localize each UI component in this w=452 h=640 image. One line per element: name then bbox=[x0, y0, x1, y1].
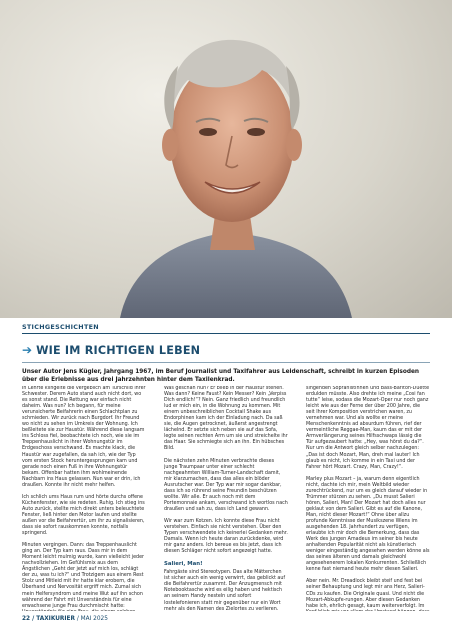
page-footer bbox=[22, 616, 108, 622]
text-column-2 bbox=[164, 386, 288, 611]
section-rule bbox=[22, 333, 430, 334]
text-column-1 bbox=[22, 386, 146, 611]
headline bbox=[22, 343, 432, 357]
footer-issue: / MAI 2025 bbox=[74, 616, 108, 622]
paragraph: In Lehrte klingelte die vergeblich am Türschild ihrer Schwester. Derem Auto stand auch nicht dort, wo es sonst stand. Die Rettung war einfach nicht daheim. Was nun? Ich begann, für meine verunsicherte Beifahrerin einen Schlachtplan zu schmieden. Wir zurück nach Burgdorf. Ihr Freund wo nicht zu sehen im Umkreis der Wohnung. Ich beßleitete sie zur Haustür. Während diese langsam ins Schloss fiel, beobachtete ich noch, wie sie im Treppenhauslicht in ihrer Wohnungstür im Erdgeschoss verschwand. Es machte klack, die Haustür war zugefallen, da sah ich, wie der Typ vom ersten Stock heruntergesprungen kam und gerade noch einen Fuß in ihre Wohnungstür bekam. Offenbar hatten ihm wohlmeinende Nachbarn ins Haus gelassen. Nun war er drin, ich draußen. Konnte ihr nicht mehr helfen. bbox=[22, 386, 146, 488]
footer-magazine: 22 / TAXIKURIER bbox=[22, 616, 75, 622]
paragraph: Ich schlich ums Haus rum und hörte durchs offene Küchenfenster, wie sie redeten. Ruhig. Ich stieg ins Auto zurück, stellte mich direkt unters beleuchtete Fenster, ließ hinter den Motor laufen und stellte außen vor die Beifahrertür, um ihr zu signalisieren, dass sie sofort rauskommen konnte, notfalls springend. bbox=[22, 494, 145, 537]
paragraph: singenden Sopranistinnen und Bass-Bariton-Duette erdulden müsste. Also drehte ich meine „Cosi fan tutte“ leise, sodass die Mozart-Oper nur noch ganz leicht wie aus der Ferne der über 200 Jahre, die seit Ihrer Komposition verstrichen waren, zu vernehmen war. Und als wollte er meine Menschenkenntnis ad absurdum führen, rief der vermeintliche Reggae-Man, kaum das er mit der Armverlängerung seines Hilfsschwaps lässig die Tür aufgezaubert hatte: „Hey, was hörst du da?“. Nur um die Antwort gleich selber nachzulegen: „Das ist doch Mozart, Man, dreh mal lauter! Ich glaub es nicht, ich komme in ein Taxi und der Fahrer hört Mozart. Crazy, Man, Crazy!“. bbox=[306, 386, 430, 470]
paragraph: Die nächsten zehn Minuten verbrachte dieses junge Traumpaar unter einer schlecht nachgeahmten William-Turner-Landschaft damit, mir klarzumachen, dass das alles ein blöder Ausrutscher war. Der Typ war mir sogar dankbar, dass ich so rührend seine Freundin beschützen wollte. Wir alle. Er auch noch mit dem Portemonnaie ankam, verschwand ich wortlos nach draußen und sah zu, dass ich Land gewann. bbox=[164, 458, 288, 512]
paragraph: Aber nein. Mr. Dreadlock bleibt steif und fest bei seiner Behauptung und legt mir ans Herz, Salieri-CDs zu kaufen. Die Originale quasi. Und nicht die Mozart-Abkupfe-rungen. Aber diesen Gedanken habe ich, ehrlich gesagt, kaum weiterverfolgt. Im bbox=[306, 579, 425, 609]
headline-rule bbox=[22, 362, 430, 363]
arrow-right-icon: ➔ bbox=[22, 343, 33, 357]
intro-text: Unser Autor Jens Kügler, Jahrgang 1967, im Beruf Journalist und Taxifahrer aus Leidenschaft, schreibt in kurzen Episoden über die Erlebnisse aus drei Jahrzehnten hinter dem Taxilenkrad. bbox=[22, 369, 420, 383]
paragraph: Fahrgäste sind Stereotypen. Das alte Mätterchen ist sicher auch ein wenig verwirrt, das geblickt auf die Beifahrertür zusammt. Der Anzugmensch mit Notebooktasche wird es eilig haben und hektisch an seinem Handy nesteln und sofort losteIefonieren statt mir gegenüber nur ein Wort mehr als den Namen des Zielortes zu verlieren. bbox=[164, 570, 286, 611]
paragraph: Minuten vergingen. Dann: das Treppenhauslicht ging an. Der Typ kam raus. Dass mir in dem Moment leicht mulmig wurde, kann vielleicht jeder nachvollziehen. Im Gefühlsmix aus dem Ängstlichen „Geht der jetzt auf mich los, schlägt der zu, was tu ich?“ und Trotzigem aus einem Rest Stolz und Mitleid mit ihr hatte klar erobern, die Überhand und Nervosität ergriff mich. Zumal sich mein Helfersyndrom und meine Wut auf ihn schon während der Fahrt mit Unverständnis für eine erwachsene junge Frau durchmischt hatte: bbox=[22, 543, 145, 609]
paragraph: Marley plus Mozart – ja, warum denn eigentlich nicht, dachte ich mir, mein Weltbild wieder zurechtrückend, nur um es gleich darauf wieder in Trümmer stürzen zu sehen. „Du musst Salieri hören, Salieri, Man! Der Mozart hat doch alles nur geklaut von dem Salieri. Gibt es auf die Kanone, Man, nicht dieser Mozart!“ Ohne über allzu profunde Kenntnisse der Musikszene Wiens im ausgehenden 18. Jahrhundert zu verfügen, erlaubte ich mir doch die Bemerkung, dass das Werk des jungen Amadeus im seiner bis heute anhaltenden Popularität nicht als künstlerisch weniger eingeständig angesehen werden könne als das seines älteren und damals gleichwohl angesehenerem Iokalen Konkurrenten. Schließlich kenne fast niemand heute mehr diesen Salieri. bbox=[306, 476, 430, 573]
author-photo bbox=[0, 0, 452, 318]
subheading: Salieri, Man! bbox=[164, 561, 203, 568]
headline-text: WIE IM RICHTIGEN LEBEN bbox=[36, 343, 201, 357]
paragraph: Wir war zum Kotzen. Ich konnte diese Frau nicht verstehen. Einfach sie nicht verstehen. Über den Typen verschwendete ich keinerlei Gedanken mehr. Damals. Wenn ich heute daran zurückdenke, wird mir ganz anders. Ich bereue es bis jetzt, dass ich diesen Schläger nicht sofort angezeigt hatte. bbox=[164, 518, 288, 555]
text-column-3 bbox=[306, 386, 430, 611]
section-label: STICHGESCHICHTEN bbox=[22, 323, 99, 331]
paragraph: Was geschah nun? Er blieb in der Haustür stehen. Was dann? Keine Faust? Kein Messer? Kein „Verpiss Dich endlich!“? Nein. Ganz friedlich und freundlich lud er mich ein, in die Wohnung zu kommen. Mit einem unbeschreiblichen Cocktail Shake aus Endorphinen kam ich der Einladung nach. Da saß sie, die Augen getrocknet, äußerst angestrengt lächelnd. Er setzte sich neben sie auf das Sofa, legte seinen rechten Arm um sie und streichelte ihr das Haar. Sie schmiegte sich an ihn. Ein hübsches Bild. bbox=[164, 386, 288, 452]
